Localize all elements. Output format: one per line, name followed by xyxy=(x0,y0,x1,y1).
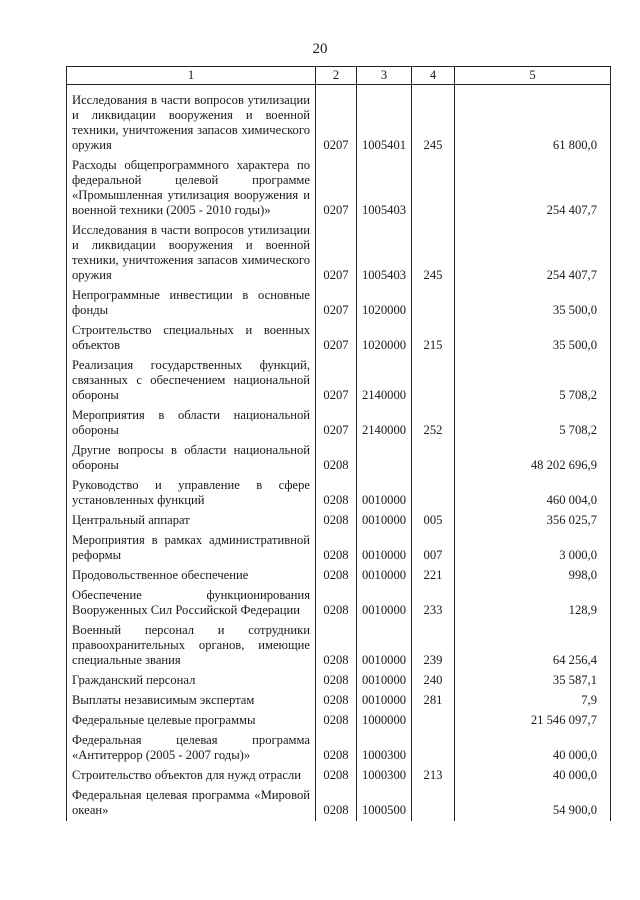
row-section-cell: 0208 xyxy=(316,731,357,766)
row-section-cell: 0207 xyxy=(316,156,357,221)
row-amount-cell: 64 256,4 xyxy=(455,621,611,671)
row-name-cell: Руководство и управление в сфере установленных функций xyxy=(67,476,316,511)
row-target-cell: 1020000 xyxy=(357,286,412,321)
row-section-cell: 0207 xyxy=(316,406,357,441)
row-amount-cell: 7,9 xyxy=(455,691,611,711)
row-kind-cell: 215 xyxy=(412,321,455,356)
row-section-cell: 0208 xyxy=(316,711,357,731)
row-section-cell: 0207 xyxy=(316,91,357,156)
row-kind-cell xyxy=(412,356,455,406)
row-target-cell: 1020000 xyxy=(357,321,412,356)
table-row xyxy=(67,586,611,621)
row-name-cell: Исследования в части вопросов утилизации и ликвидации вооружения и военной техники, уничтожения запасов химического оружия xyxy=(67,91,316,156)
header-kind-column: 4 xyxy=(412,67,455,85)
table-row xyxy=(67,476,611,511)
row-section-cell: 0208 xyxy=(316,441,357,476)
row-kind-cell: 245 xyxy=(412,221,455,286)
table-row xyxy=(67,441,611,476)
row-amount-cell: 128,9 xyxy=(455,586,611,621)
row-section-cell: 0208 xyxy=(316,766,357,786)
row-target-cell: 2140000 xyxy=(357,356,412,406)
row-name-cell: Военный персонал и сотрудники правоохранительных органов, имеющие специальные звания xyxy=(67,621,316,671)
row-name-cell: Федеральные целевые программы xyxy=(67,711,316,731)
header-name-column: 1 xyxy=(67,67,316,85)
row-amount-cell: 61 800,0 xyxy=(455,91,611,156)
row-target-cell: 1000000 xyxy=(357,711,412,731)
row-target-cell: 1005403 xyxy=(357,221,412,286)
header-row xyxy=(67,67,611,85)
row-kind-cell xyxy=(412,731,455,766)
row-amount-cell: 460 004,0 xyxy=(455,476,611,511)
row-amount-cell: 5 708,2 xyxy=(455,406,611,441)
row-target-cell: 1005401 xyxy=(357,91,412,156)
row-amount-cell: 356 025,7 xyxy=(455,511,611,531)
table-row xyxy=(67,566,611,586)
row-section-cell: 0208 xyxy=(316,691,357,711)
row-amount-cell: 254 407,7 xyxy=(455,221,611,286)
row-amount-cell: 35 500,0 xyxy=(455,286,611,321)
row-kind-cell: 240 xyxy=(412,671,455,691)
row-kind-cell: 233 xyxy=(412,586,455,621)
row-target-cell: 0010000 xyxy=(357,691,412,711)
row-target-cell: 0010000 xyxy=(357,511,412,531)
row-section-cell: 0207 xyxy=(316,356,357,406)
row-amount-cell: 35 500,0 xyxy=(455,321,611,356)
row-target-cell: 0010000 xyxy=(357,621,412,671)
row-section-cell: 0208 xyxy=(316,566,357,586)
row-name-cell: Расходы общепрограммного характера по федеральной целевой программе «Промышленная утилизация вооружения и военной техники (2005 - 2010 годы)» xyxy=(67,156,316,221)
row-name-cell: Выплаты независимым экспертам xyxy=(67,691,316,711)
row-name-cell: Другие вопросы в области национальной обороны xyxy=(67,441,316,476)
row-section-cell: 0208 xyxy=(316,786,357,821)
row-amount-cell: 21 546 097,7 xyxy=(455,711,611,731)
row-section-cell: 0208 xyxy=(316,586,357,621)
table-row xyxy=(67,321,611,356)
row-section-cell: 0207 xyxy=(316,286,357,321)
row-section-cell: 0208 xyxy=(316,531,357,566)
row-section-cell: 0207 xyxy=(316,321,357,356)
page-number: 20 xyxy=(312,41,328,57)
table-row xyxy=(67,91,611,156)
row-name-cell: Непрограммные инвестиции в основные фонды xyxy=(67,286,316,321)
row-kind-cell: 239 xyxy=(412,621,455,671)
row-section-cell: 0208 xyxy=(316,476,357,511)
row-amount-cell: 48 202 696,9 xyxy=(455,441,611,476)
row-kind-cell: 005 xyxy=(412,511,455,531)
table-header xyxy=(67,67,611,85)
header-section-column: 2 xyxy=(316,67,357,85)
budget-table xyxy=(66,66,611,821)
row-amount-cell: 54 900,0 xyxy=(455,786,611,821)
row-section-cell: 0208 xyxy=(316,511,357,531)
table-row xyxy=(67,766,611,786)
row-name-cell: Строительство объектов для нужд отрасли xyxy=(67,766,316,786)
row-kind-cell: 281 xyxy=(412,691,455,711)
row-kind-cell: 221 xyxy=(412,566,455,586)
row-amount-cell: 35 587,1 xyxy=(455,671,611,691)
row-kind-cell xyxy=(412,286,455,321)
table-row xyxy=(67,156,611,221)
row-kind-cell xyxy=(412,156,455,221)
row-target-cell: 1005403 xyxy=(357,156,412,221)
row-section-cell: 0207 xyxy=(316,221,357,286)
row-kind-cell: 213 xyxy=(412,766,455,786)
table-row xyxy=(67,786,611,821)
row-kind-cell xyxy=(412,711,455,731)
table-row xyxy=(67,531,611,566)
table-row xyxy=(67,621,611,671)
row-amount-cell: 40 000,0 xyxy=(455,731,611,766)
row-name-cell: Федеральная целевая программа «Мировой океан» xyxy=(67,786,316,821)
row-amount-cell: 5 708,2 xyxy=(455,356,611,406)
row-amount-cell: 998,0 xyxy=(455,566,611,586)
row-amount-cell: 3 000,0 xyxy=(455,531,611,566)
row-name-cell: Продовольственное обеспечение xyxy=(67,566,316,586)
row-kind-cell xyxy=(412,441,455,476)
table-row xyxy=(67,671,611,691)
table-row xyxy=(67,221,611,286)
table-body xyxy=(67,85,611,822)
row-kind-cell: 007 xyxy=(412,531,455,566)
row-name-cell: Центральный аппарат xyxy=(67,511,316,531)
row-name-cell: Строительство специальных и военных объектов xyxy=(67,321,316,356)
table-row xyxy=(67,691,611,711)
row-name-cell: Исследования в части вопросов утилизации и ликвидации вооружения и военной техники, уничтожения запасов химического оружия xyxy=(67,221,316,286)
row-name-cell: Гражданский персонал xyxy=(67,671,316,691)
row-amount-cell: 254 407,7 xyxy=(455,156,611,221)
table-row xyxy=(67,356,611,406)
header-target-column: 3 xyxy=(357,67,412,85)
table-row xyxy=(67,731,611,766)
row-name-cell: Мероприятия в области национальной обороны xyxy=(67,406,316,441)
row-name-cell: Мероприятия в рамках административной реформы xyxy=(67,531,316,566)
row-kind-cell: 245 xyxy=(412,91,455,156)
row-target-cell: 0010000 xyxy=(357,476,412,511)
row-target-cell: 1000300 xyxy=(357,731,412,766)
row-target-cell: 0010000 xyxy=(357,671,412,691)
row-target-cell xyxy=(357,441,412,476)
row-kind-cell xyxy=(412,476,455,511)
table-row xyxy=(67,711,611,731)
table-row xyxy=(67,406,611,441)
row-kind-cell: 252 xyxy=(412,406,455,441)
row-target-cell: 0010000 xyxy=(357,531,412,566)
row-target-cell: 2140000 xyxy=(357,406,412,441)
row-target-cell: 1000300 xyxy=(357,766,412,786)
table-row xyxy=(67,286,611,321)
row-target-cell: 0010000 xyxy=(357,566,412,586)
row-amount-cell: 40 000,0 xyxy=(455,766,611,786)
header-amount-column: 5 xyxy=(455,67,611,85)
row-name-cell: Реализация государственных функций, связанных с обеспечением национальной обороны xyxy=(67,356,316,406)
row-target-cell: 0010000 xyxy=(357,586,412,621)
row-name-cell: Федеральная целевая программа «Антитеррор (2005 - 2007 годы)» xyxy=(67,731,316,766)
row-section-cell: 0208 xyxy=(316,621,357,671)
row-section-cell: 0208 xyxy=(316,671,357,691)
row-target-cell: 1000500 xyxy=(357,786,412,821)
row-kind-cell xyxy=(412,786,455,821)
row-name-cell: Обеспечение функционирования Вооруженных Сил Российской Федерации xyxy=(67,586,316,621)
table-row xyxy=(67,511,611,531)
